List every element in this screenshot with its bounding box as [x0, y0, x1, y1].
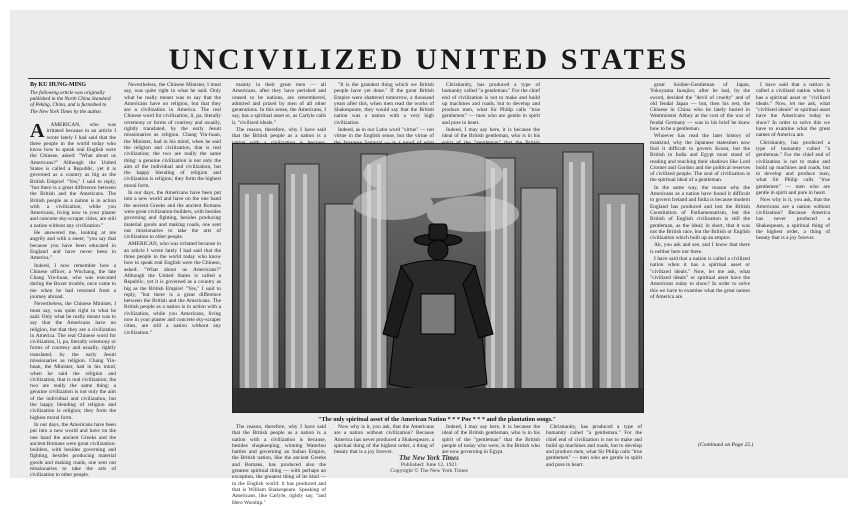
article-column-3-top	[232, 82, 326, 140]
column-paragraph: I have said that a nation is called a civilized nation when it has a spiritual asset or "civilized ideals." Now, let me ask, what "civilized ideals" or spiritual asset have the Americans today to show? In order to solve this we have to examine what the great names of America are.	[756, 82, 830, 139]
column-paragraph: Ah, you ask and see, and I know that there is neither here nor there.	[650, 242, 750, 255]
column-paragraph: Whoever has read the later history of mankind, why the Japanese statesmen now find it difficult to govern Korea, but the British in India and Egypt must stand of reading and touching their shadows like Lord Cromer and Gordon and the political reserves of civilized people. The soul of civilization is the spiritual ideal of a gentleman.	[650, 133, 750, 184]
column-paragraph: In the same way, the reason why the Americans as a nation have found it difficult to govern Ireland and India is because modern England has produced and lost the British Constitution of Parliamentarism, but the British of English civilization is still the gentleman, as the ideal; in short, that it was not the British race, but the British or English civilization which built up an empire.	[650, 184, 750, 242]
headline: UNCIVILIZED UNITED STATES	[168, 43, 690, 76]
page-footer	[10, 455, 848, 475]
drop-cap: A	[30, 120, 45, 142]
article-column-4-bottom	[334, 424, 434, 454]
continued-note: (Continued on Page 25.)	[698, 442, 754, 448]
article-column-5b-bottom	[546, 424, 642, 468]
copyright: Copyright © The New York Times	[390, 468, 468, 474]
column-paragraph: Now why is it, you ask, that the Americans are a nation without civilization? Because America has never produced a Shakespeare, a spiritual thing of the highest order, a thing of beauty that is a joy forever.	[756, 197, 830, 242]
headline-rule	[28, 78, 830, 79]
column-paragraph: Indeed, I may say here, it is because the ideal of the British gentleman, who is in his	[442, 127, 540, 140]
column-paragraph: Now why is it, you ask, that the Americans are a nation without civilization? Because America has never produced a Shakespeare, a spiritual thing of the highest order, a thing of beauty that is a joy forever.	[334, 424, 434, 456]
column-paragraph: Nevertheless, the Chinese Minister, I must say, was quite right in what he said. Only what he really meant was to say that the Americans have no religion, but that they are a civilization in America. The real Chinese word for civilization, li, pa, literally ceremony or forms of courtesy and usually, rightly translated, by the early Jesuit missionaries as religion. Chang Yin-huan, the Minister, had in his mind, when he said the religion and civilization, that is real civilization; the two are really the same thing: a genuine civilization is not only the aim of the individual and civilization, but the happy blending of religion and civilization is religion; they form the highest moral form.	[30, 301, 116, 421]
column-paragraph: Christianity, has produced a type of humanity called "a gentleman." For the chief end of civilization is not to make and build up machines and roads, but to develop and produce men, what Sir Philip calls "true gentlemen" — men who are gentle in spirit and pure in heart.	[442, 82, 540, 126]
article-column-6	[650, 82, 750, 438]
column-paragraph: In our days, the Americans have been put into a new world and have on the one hand the ancient Greeks and the ancient Romans were great civilization-builders, with besides governing and fighting, besides producing material goods and making roads, one sent out missionaries to take the arts of civilization to other people.	[30, 421, 116, 479]
illustration-drawing	[233, 144, 643, 412]
byline: By KU HUNG-MING	[30, 82, 86, 88]
column-paragraph: "It is the grandest thing which we British people have yet done." If the great British Empire were shattered tomorrow, a thousand years after this, when men read the works of Shakespeare, they would say that the British nation was a nation with a very high civilization.	[334, 82, 434, 126]
column-paragraph: He answered me, looking at me angrily and with a sneer, "you say that because you have been educated in England and have never been in America."	[30, 230, 116, 262]
intro-note: The following article was originally published in the North China Standard of Peking, China, and is furnished to The New York Times by the author.	[30, 90, 111, 115]
article-column-7	[756, 82, 830, 438]
column-paragraph: Indeed, I may say here, it is because the ideal of the British gentleman, who is in his spirit of the "gentleman" that the British people of today who were, is the British who are now governing in Egypt.	[442, 424, 540, 456]
column-paragraph: Indeed, as in our Latin word "virtue" — not virtue in the English sense, but the virtue of	[334, 127, 434, 140]
column-paragraph: Christianity, has produced a type of humanity called "a gentleman." For the chief end of civilization is not to make and build up machines and roads, but to develop and produce men, what Sir Philip calls "true gentlemen" — men who are gentle in spirit and pure in heart.	[756, 139, 830, 197]
column-paragraph: The reason, therefore, why I have said that the British people as a nation is a	[232, 127, 326, 140]
column-paragraph: manity in their great men — all Americans, after they have perished and ceased to be nations, are remembered, admired and prized by men of all other generations. In this sense, the Americans, I say, has a spiritual asset or, as Carlyle calls it, "civilized ideals."	[232, 82, 326, 126]
article-column-5-bottom	[442, 424, 540, 454]
column-paragraph: AMERICAN, who was irritated because in an article I wrote lately I had said that the three people in the world today who know how to speak real English were the Chinese, asked: "What about us Americans?" Although the United States is called a Republic, yet it is governed as a country as big as the British Empire! "Yes," I said to reply, "but there is a great difference between the British and the Americans. The British people as a nation is in action with a civilization, while you Americans, living now in your plaster and concrete sky-scraper cities, are still a nation without any civilization."	[30, 122, 116, 229]
illustration-caption: "The only spiritual asset of the American Nation * * * Poe * * * and the plantation songs."	[317, 416, 557, 423]
masthead: The New York Times	[399, 454, 459, 462]
illustration-skyscrapers-figure	[232, 143, 644, 413]
column-paragraph: Christianity, has produced a type of humanity called "a gentleman." For the chief end of civilization is not to make and build up machines and roads, but to develop and produce men, what Sir Philip calls "true gentlemen" — men who are gentle in spirit and pure in heart.	[546, 424, 642, 468]
column-paragraph: great Soldier-Gentleman of Japan, Yokoyama Inaujiro, after he had, by the sword, decided the "devil of cruelty" and of old feudal Japan — but, then his rest, the Chinese in China who he lately buried in Westminster Abbey at the cost of the war of feudal Germany — was in his brief he knew how to be a gentleman.	[650, 82, 750, 133]
article-column-5-top	[442, 82, 540, 140]
article-column-2	[124, 82, 221, 452]
article-column-1	[30, 120, 116, 479]
column-paragraph: The reason, therefore, why I have said that the British people as a nation is a nation with a civilization is because, besides shopkeeping, winning Waterloo battles and governing an Indian Empire, the British nation, like the ancient Greeks and Romans, has produced also the greatest spiritual thing — with perhaps an exception, the greatest thing of its kind — in the English world: it has produced and that is William Shakespeare. Speaking of Americans, like Carlyle, rightly say, "and Hero Worship."	[232, 424, 326, 506]
newspaper-page	[10, 10, 848, 506]
column-paragraph: AMERICAN, who was irritated because in an article I wrote lately I had said that the three people in the world today who know how to speak real English were the Chinese, asked: "What about us Americans?" Although the United States is called a Republic, yet it is governed as a country as big as the British Empire! "Yes," I said to reply, "but there is a great difference between the British and the Americans. The British people as a nation is in action with a civilization, while you Americans, living now in your plaster and concrete sky-scraper cities, are still a nation without any civilization."	[124, 241, 221, 336]
column-paragraph: I have said that a nation is called a civilized nation when it has a spiritual asset or "civilized ideals." Now, let me ask, what "civilized ideals" or spiritual asset have the Americans today to show? In order to solve this we have to examine what the great names of America are.	[650, 256, 750, 300]
published-date: Published: June 12, 1921	[400, 461, 458, 468]
column-paragraph: Indeed, I now remember how a Chinese officer, a Wuchang, the late Chang Yin-huan, who was executed during the Boxer trouble, once came to me when he had returned from a journey abroad.	[30, 262, 116, 301]
article-column-4-top	[334, 82, 434, 140]
column-paragraph: Nevertheless, the Chinese Minister, I must say, was quite right in what he said. Only what he really meant was to say that the Americans have no religion, but that they are a civilization in America. The real Chinese word for civilization, li, pa, literally ceremony or forms of courtesy and usually, rightly translated, by the early Jesuit missionaries as religion. Chang Yin-huan, the Minister, had in his mind, when he said the religion and civilization, that is real civilization; the two are really the same thing: a genuine civilization is not only the aim of the individual and civilization, but the happy blending of religion and civilization is religion; they form the highest moral form.	[124, 82, 221, 189]
column-paragraph: In our days, the Americans have been put into a new world and have on the one hand the ancient Greeks and the ancient Romans were great civilization-builders, with besides governing and fighting, besides producing material goods and making roads, one sent out missionaries to take the arts of civilization to other people.	[124, 190, 221, 241]
article-column-3-bottom	[232, 424, 326, 506]
